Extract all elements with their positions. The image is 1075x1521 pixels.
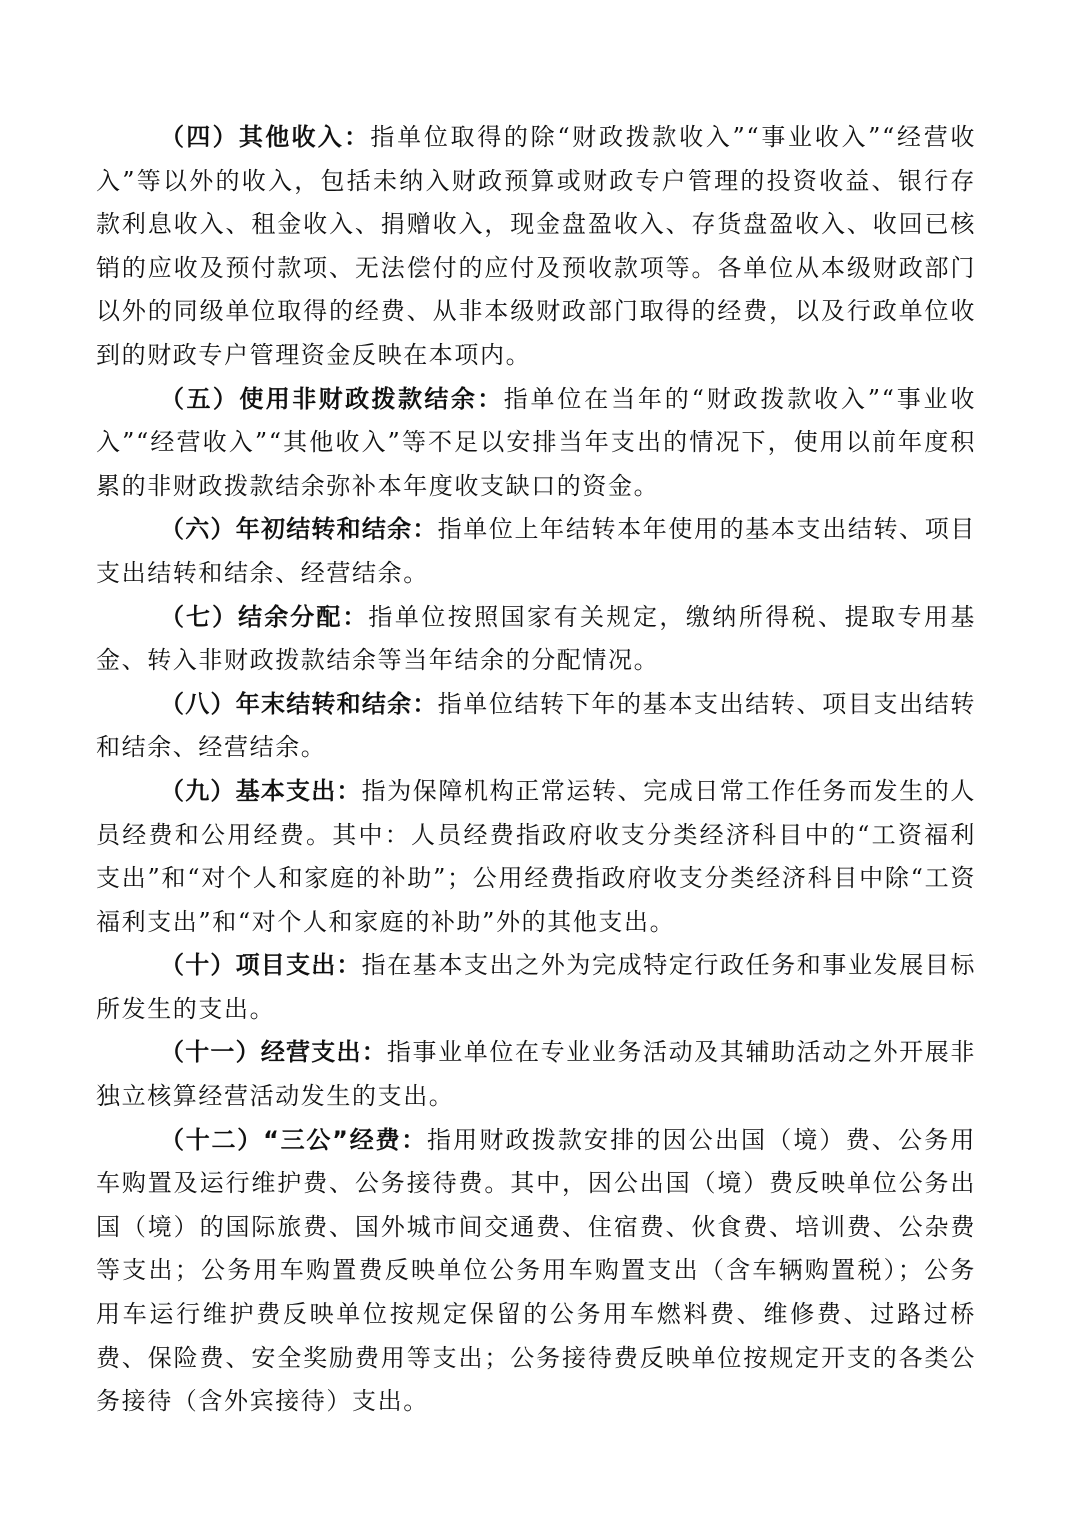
paragraph-three-public-expenses (96, 1119, 976, 1424)
term-project-expenditure: （十）项目支出： (160, 951, 362, 980)
paragraph-operating-expenditure (96, 1031, 976, 1118)
definition-other-income: 指单位取得的除“财政拨款收入”“事业收入”“经营收入”等以外的收入，包括未纳入财政预算或财政专户管理的投资收益、银行存款利息收入、租金收入、捐赠收入，现金盘盈收入、存货盘盈收入、收回已核销的应收及预付款项、无法偿付的应付及预收款项等。各单位从本级财政部门以外的同级单位取得的经费、从非本级财政部门取得的经费，以及行政单位收到的财政专户管理资金反映在本项内。 (96, 123, 976, 369)
definition-closing-carryover: 指单位结转下年的基本支出结转、项目支出结转和结余、经营结余。 (96, 689, 976, 762)
term-other-income: （四）其他收入： (160, 123, 371, 151)
paragraph-basic-expenditure (96, 770, 976, 944)
document-body (96, 116, 976, 1424)
term-three-public-expenses: （十二）“三公”经费： (160, 1125, 428, 1154)
paragraph-other-income (96, 116, 976, 378)
paragraph-closing-carryover (96, 683, 976, 770)
term-closing-carryover: （八）年末结转和结余： (160, 689, 438, 718)
paragraph-surplus-distribution (96, 596, 976, 683)
paragraph-opening-carryover (96, 508, 976, 595)
paragraph-project-expenditure (96, 944, 976, 1031)
term-basic-expenditure: （九）基本支出： (160, 776, 362, 805)
definition-project-expenditure: 指在基本支出之外为完成特定行政任务和事业发展目标所发生的支出。 (96, 951, 977, 1023)
definition-three-public-expenses: 指用财政拨款安排的因公出国（境）费、公务用车购置及运行维护费、公务接待费。其中，因公出国（境）费反映单位公务出国（境）的国际旅费、国外城市间交通费、住宿费、伙食费、培训费、公杂费等支出；公务用车购置费反映单位公务用车购置支出（含车辆购置税）；公务用车运行维护费反映单位按规定保留的公务用车燃料费、维修费、过路过桥费、保险费、安全奖励费用等支出；公务接待费反映单位按规定开支的各类公务接待（含外宾接待）支出。 (96, 1125, 976, 1416)
definition-basic-expenditure: 指为保障机构正常运转、完成日常工作任务而发生的人员经费和公用经费。其中：人员经费指政府收支分类经济科目中的“工资福利支出”和“对个人和家庭的补助”；公用经费指政府收支分类经济科目中除“工资福利支出”和“对个人和家庭的补助”外的其他支出。 (96, 776, 977, 936)
definition-opening-carryover: 指单位上年结转本年使用的基本支出结转、项目支出结转和结余、经营结余。 (96, 515, 976, 587)
paragraph-use-of-non-fiscal-surplus (96, 378, 976, 509)
definition-use-of-non-fiscal-surplus: 指单位在当年的“财政拨款收入”“事业收入”“经营收入”“其他收入”等不足以安排当年支出的情况下，使用以前年度积累的非财政拨款结余弥补本年度收支缺口的资金。 (96, 384, 976, 500)
term-surplus-distribution: （七）结余分配： (160, 602, 369, 631)
definition-surplus-distribution: 指单位按照国家有关规定，缴纳所得税、提取专用基金、转入非财政拨款结余等当年结余的分配情况。 (96, 602, 976, 675)
definition-operating-expenditure: 指事业单位在专业业务活动及其辅助活动之外开展非独立核算经营活动发生的支出。 (96, 1038, 976, 1111)
term-operating-expenditure: （十一）经营支出： (160, 1038, 387, 1067)
term-opening-carryover: （六）年初结转和结余： (160, 515, 438, 544)
term-use-of-non-fiscal-surplus: （五）使用非财政拨款结余： (160, 384, 504, 413)
